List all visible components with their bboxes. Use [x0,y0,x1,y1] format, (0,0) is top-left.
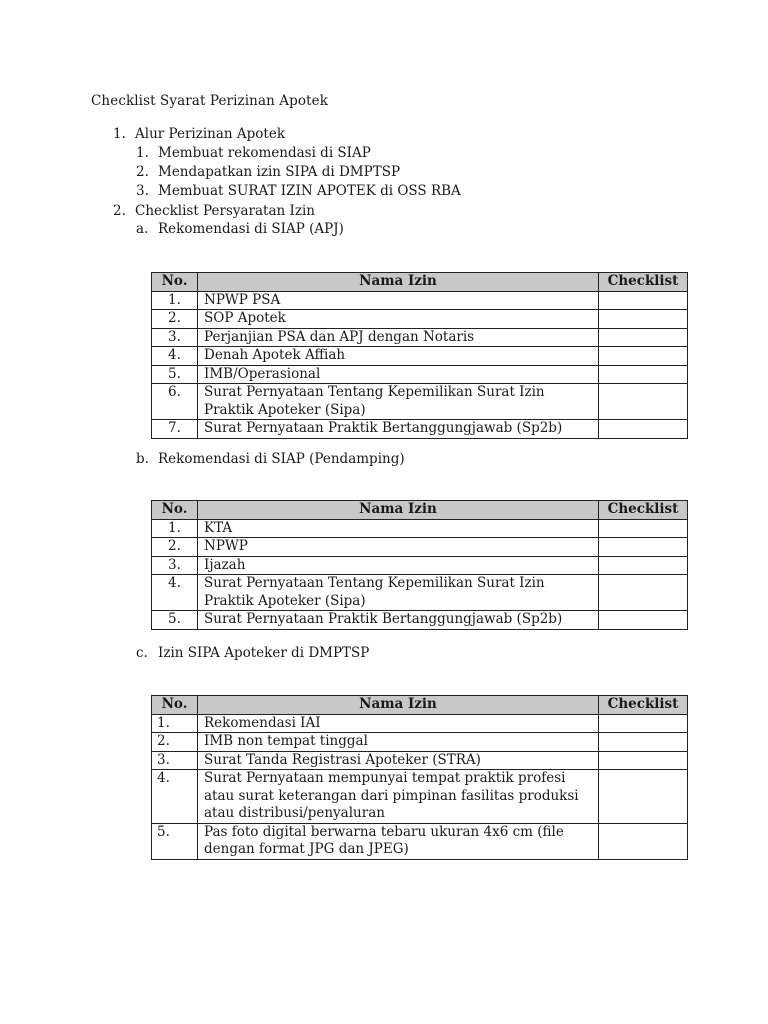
table-row [152,328,688,347]
row-name: SOP Apotek [198,310,599,329]
checklist-cell[interactable] [599,611,688,630]
table-row [152,733,688,752]
table-row [152,420,688,439]
subsection-label: Rekomendasi di SIAP (APJ) [158,221,344,237]
table-row [152,611,688,630]
header-name: Nama Izin [198,501,599,520]
row-name: Surat Tanda Registrasi Apoteker (STRA) [198,751,599,770]
row-name: Pas foto digital berwarna tebaru ukuran 4x6 cm (file dengan format JPG dan JPEG) [198,823,599,859]
row-number: 3. [152,556,198,575]
list-marker: 1. [113,126,126,142]
table-row [152,770,688,824]
row-number: 1. [152,519,198,538]
list-marker: 2. [136,164,149,180]
row-name: IMB/Operasional [198,365,599,384]
header-no: No. [152,501,198,520]
list-marker: a. [136,221,149,237]
checklist-cell[interactable] [599,420,688,439]
list-marker: 2. [113,203,126,219]
row-name: KTA [198,519,599,538]
checklist-table-b [151,500,688,630]
header-no: No. [152,273,198,292]
checklist-table-a [151,272,688,439]
table-header-row [152,696,688,715]
row-name: Surat Pernyataan Praktik Bertanggungjawab (Sp2b) [198,420,599,439]
row-number: 1. [152,714,198,733]
list-item [136,145,371,161]
table-row [152,384,688,420]
list-marker: 1. [136,145,149,161]
subsection-b-heading [136,451,405,467]
subsection-label: Izin SIPA Apoteker di DMPTSP [158,645,370,661]
step-text: Membuat rekomendasi di SIAP [158,145,371,161]
row-number: 5. [152,365,198,384]
table-row [152,575,688,611]
table-row [152,519,688,538]
subsection-label: Rekomendasi di SIAP (Pendamping) [158,451,405,467]
list-item [136,164,400,180]
list-marker: b. [136,451,149,467]
header-name: Nama Izin [198,273,599,292]
list-item [136,183,461,199]
header-name: Nama Izin [198,696,599,715]
document-title: Checklist Syarat Perizinan Apotek [91,93,328,109]
row-name: NPWP PSA [198,291,599,310]
row-number: 4. [152,347,198,366]
checklist-cell[interactable] [599,538,688,557]
checklist-cell[interactable] [599,519,688,538]
row-number: 4. [152,770,198,824]
checklist-cell[interactable] [599,751,688,770]
checklist-cell[interactable] [599,384,688,420]
row-number: 1. [152,291,198,310]
table-row [152,714,688,733]
row-number: 2. [152,733,198,752]
checklist-cell[interactable] [599,310,688,329]
checklist-cell[interactable] [599,328,688,347]
table-row [152,556,688,575]
row-name: Rekomendasi IAI [198,714,599,733]
row-name: NPWP [198,538,599,557]
section-1-heading [113,126,285,142]
row-number: 3. [152,751,198,770]
row-name: Surat Pernyataan mempunyai tempat praktik profesi atau surat keterangan dari pimpinan fasilitas produksi atau distribusi/penyaluran [198,770,599,824]
header-checklist: Checklist [599,696,688,715]
table-row [152,291,688,310]
row-name: Surat Pernyataan Tentang Kepemilikan Surat Izin Praktik Apoteker (Sipa) [198,384,599,420]
step-text: Membuat SURAT IZIN APOTEK di OSS RBA [158,183,461,199]
checklist-table-c [151,695,688,860]
table-row [152,823,688,859]
row-name: Surat Pernyataan Tentang Kepemilikan Surat Izin Praktik Apoteker (Sipa) [198,575,599,611]
section-2-label: Checklist Persyaratan Izin [135,203,315,219]
row-number: 6. [152,384,198,420]
row-number: 5. [152,611,198,630]
header-checklist: Checklist [599,501,688,520]
row-number: 3. [152,328,198,347]
checklist-cell[interactable] [599,575,688,611]
checklist-cell[interactable] [599,365,688,384]
row-name: IMB non tempat tinggal [198,733,599,752]
checklist-cell[interactable] [599,556,688,575]
row-name: Denah Apotek Affiah [198,347,599,366]
checklist-cell[interactable] [599,714,688,733]
checklist-cell[interactable] [599,770,688,824]
row-name: Surat Pernyataan Praktik Bertanggungjawab (Sp2b) [198,611,599,630]
subsection-c-heading [136,645,369,661]
table-row [152,538,688,557]
row-number: 2. [152,310,198,329]
list-marker: 3. [136,183,149,199]
subsection-a-heading [136,221,344,237]
section-2-heading [113,203,315,219]
checklist-cell[interactable] [599,347,688,366]
table-row [152,365,688,384]
list-marker: c. [136,645,148,661]
row-number: 7. [152,420,198,439]
table-row [152,310,688,329]
row-number: 2. [152,538,198,557]
row-number: 4. [152,575,198,611]
table-header-row [152,273,688,292]
header-checklist: Checklist [599,273,688,292]
row-number: 5. [152,823,198,859]
table-header-row [152,501,688,520]
row-name: Ijazah [198,556,599,575]
header-no: No. [152,696,198,715]
section-1-label: Alur Perizinan Apotek [135,126,286,142]
table-row [152,347,688,366]
table-row [152,751,688,770]
row-name: Perjanjian PSA dan APJ dengan Notaris [198,328,599,347]
step-text: Mendapatkan izin SIPA di DMPTSP [158,164,401,180]
checklist-cell[interactable] [599,291,688,310]
checklist-cell[interactable] [599,823,688,859]
checklist-cell[interactable] [599,733,688,752]
